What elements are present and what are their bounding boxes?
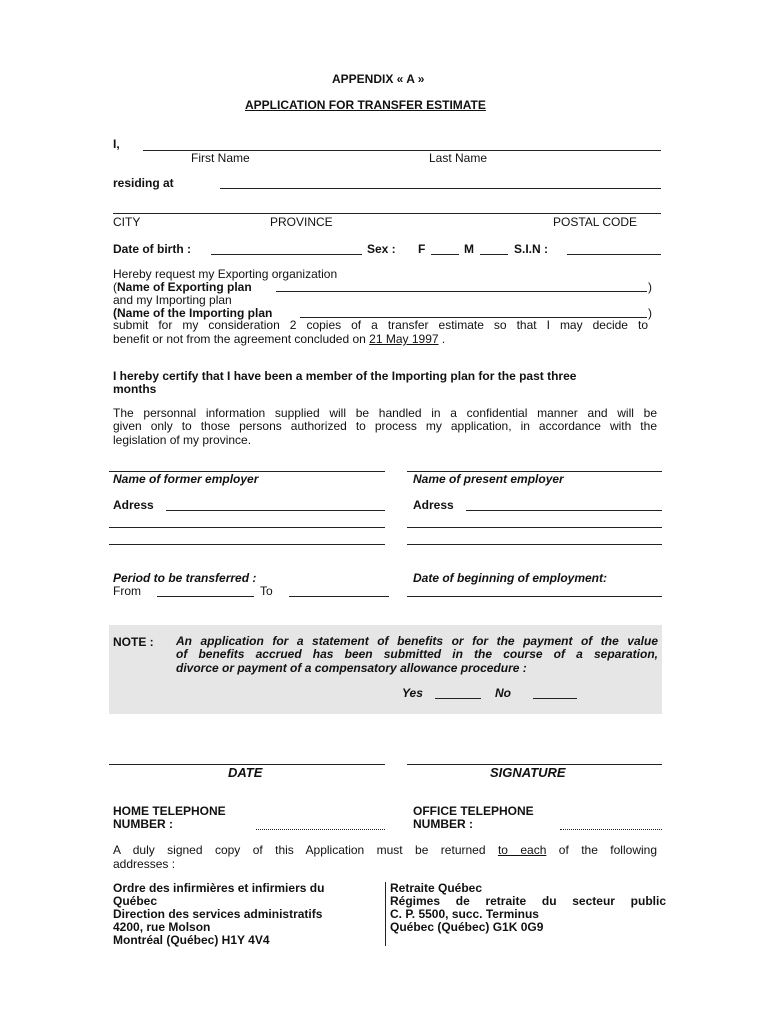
address-left-line: Ordre des infirmières et infirmiers du [113, 881, 325, 895]
request-line-3: and my Importing plan [113, 293, 232, 307]
period-label: Period to be transferred : [113, 571, 257, 585]
no-field[interactable] [533, 698, 577, 699]
signature-label: SIGNATURE [490, 765, 566, 780]
address-left-line: Direction des services administratifs [113, 907, 323, 921]
address-left-line: Montréal (Québec) H1Y 4V4 [113, 933, 270, 947]
agreement-text: benefit or not from the agreement concluded on [113, 332, 366, 346]
residing-label: residing at [113, 176, 174, 190]
privacy-line-3: legislation of my province. [113, 433, 252, 447]
office-telephone-label: OFFICE TELEPHONE [413, 804, 534, 818]
sin-label: S.I.N : [514, 242, 549, 256]
address-right-line: Retraite Québec [390, 881, 483, 895]
request-line-5: submit for my consideration 2 copies of a transfer estimate so that I may decide to [113, 318, 648, 332]
present-address-field-1[interactable] [466, 510, 662, 511]
home-number-label: NUMBER : [113, 817, 173, 831]
appendix-label: APPENDIX « A » [332, 72, 425, 86]
exporting-plan-field[interactable] [276, 291, 647, 292]
address-right-line: C. P. 5500, succ. Terminus [390, 907, 539, 921]
address-divider [385, 882, 386, 946]
dob-field[interactable] [211, 254, 362, 255]
exporting-plan-row [113, 280, 252, 294]
exporting-plan-label: Name of Exporting plan [117, 280, 252, 294]
return-text-a: A duly signed copy of this Application must be returned [113, 843, 486, 857]
former-address-label: Adress [113, 498, 154, 512]
sex-f-label: F [418, 242, 426, 256]
note-label: NOTE : [113, 635, 154, 649]
agreement-date: 21 May 1997 [369, 332, 439, 346]
former-address-field-3[interactable] [109, 544, 385, 545]
beginning-employment-label: Date of beginning of employment: [413, 571, 607, 585]
importing-plan-label: (Name of the Importing plan [113, 306, 273, 320]
address-right-line: Régimes de retraite du secteur public [390, 894, 666, 908]
i-label: I, [113, 137, 120, 151]
former-address-field-1[interactable] [166, 510, 385, 511]
postal-code-label: POSTAL CODE [553, 215, 638, 229]
address-right-line: Québec (Québec) G1K 0G9 [390, 920, 544, 934]
former-address-field-2[interactable] [109, 527, 385, 528]
address-left-line: Québec [113, 894, 158, 908]
date-label: DATE [228, 765, 263, 780]
note-line-3: divorce or payment of a compensatory allowance procedure : [176, 661, 527, 675]
present-address-label: Adress [413, 498, 454, 512]
last-name-label: Last Name [429, 151, 488, 165]
sin-field[interactable] [567, 254, 661, 255]
home-telephone-field[interactable] [256, 829, 385, 830]
city-label: CITY [113, 215, 141, 229]
dob-label: Date of birth : [113, 242, 191, 256]
request-line-1: Hereby request my Exporting organization [113, 267, 338, 281]
return-text-b: of the following [558, 843, 657, 857]
province-label: PROVINCE [270, 215, 333, 229]
sex-m-label: M [464, 242, 474, 256]
return-to-each: to each [497, 843, 547, 857]
present-employer-label: Name of present employer [413, 472, 564, 486]
office-telephone-field[interactable] [560, 829, 662, 830]
return-line-2: addresses : [113, 857, 176, 871]
sex-label: Sex : [367, 242, 396, 256]
yes-field[interactable] [435, 698, 481, 699]
note-line-2: of benefits accrued has been submitted in the course of a separation, [176, 647, 658, 661]
from-label: From [113, 584, 141, 598]
to-field[interactable] [289, 596, 389, 597]
return-line-1 [113, 844, 657, 857]
privacy-line-1: The personnal information supplied will be handled in a confidential manner and will be [113, 406, 657, 420]
sex-f-field[interactable] [431, 254, 459, 255]
to-label: To [260, 584, 273, 598]
form-title: APPLICATION FOR TRANSFER ESTIMATE [245, 98, 486, 112]
certify-line-2: months [113, 382, 157, 396]
note-line-1: An application for a statement of benefits or for the payment of the value [176, 634, 658, 648]
address-right [390, 882, 666, 934]
privacy-line-2: given only to those persons authorized to process my application, in accordance with the [113, 419, 657, 433]
request-line-6 [113, 332, 445, 346]
exporting-close-paren: ) [648, 280, 652, 294]
city-province-field[interactable] [113, 213, 661, 214]
former-employer-label: Name of former employer [113, 472, 259, 486]
agreement-period: . [441, 332, 446, 346]
importing-close-paren: ) [648, 306, 652, 320]
from-field[interactable] [157, 596, 254, 597]
first-name-label: First Name [191, 151, 250, 165]
home-telephone-label: HOME TELEPHONE [113, 804, 226, 818]
residence-field[interactable] [220, 188, 661, 189]
address-left-line: 4200, rue Molson [113, 920, 211, 934]
present-address-field-2[interactable] [407, 527, 662, 528]
certify-line-1: I hereby certify that I have been a member of the Importing plan for the past three [113, 369, 577, 383]
beginning-employment-field[interactable] [407, 596, 662, 597]
no-label: No [495, 686, 511, 700]
office-number-label: NUMBER : [413, 817, 473, 831]
yes-label: Yes [402, 686, 423, 700]
exporting-open-paren: ( [113, 280, 117, 294]
address-left [113, 882, 324, 947]
present-address-field-3[interactable] [407, 544, 662, 545]
sex-m-field[interactable] [480, 254, 508, 255]
